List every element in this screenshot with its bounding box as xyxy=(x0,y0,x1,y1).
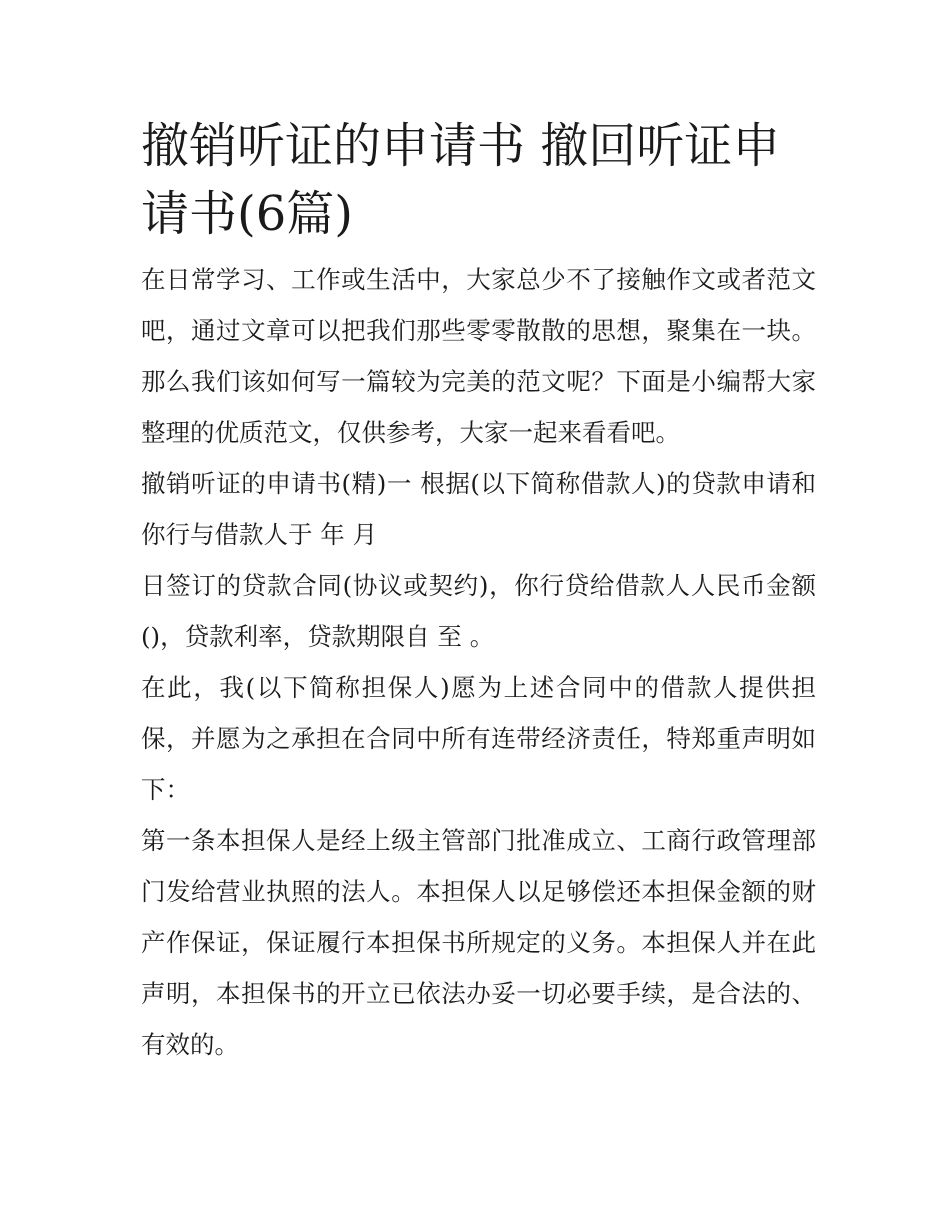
paragraph-article-one: 第一条本担保人是经上级主管部门批准成立、工商行政管理部门发给营业执照的法人。本担保人以足够偿还本担保金额的财产作保证，保证履行本担保书所规定的义务。本担保人并在此声明，本担保书的开立已依法办妥一切必要手续，是合法的、有效的。 xyxy=(141,826,816,1059)
paragraph-heading-one: 撤销听证的申请书(精)一 根据(以下简称借款人)的贷款申请和你行与借款人于 年 月 xyxy=(141,469,816,549)
paragraph-guarantee-declaration: 在此，我(以下简称担保人)愿为上述合同中的借款人提供担保，并愿为之承担在合同中所有连带经济责任，特郑重声明如下： xyxy=(141,673,816,804)
paragraph-intro: 在日常学习、工作或生活中，大家总少不了接触作文或者范文吧，通过文章可以把我们那些零零散散的思想，聚集在一块。那么我们该如何写一篇较为完美的范文呢？下面是小编帮大家整理的优质范文，仅供参考，大家一起来看看吧。 xyxy=(141,265,816,447)
document-title: 撤销听证的申请书 撤回听证申请书(6篇) xyxy=(141,118,781,242)
document-page xyxy=(141,112,816,1070)
paragraph-loan-contract: 日签订的贷款合同(协议或契约)，你行贷给借款人人民币金额()，贷款利率，贷款期限自 至 。 xyxy=(141,571,816,651)
